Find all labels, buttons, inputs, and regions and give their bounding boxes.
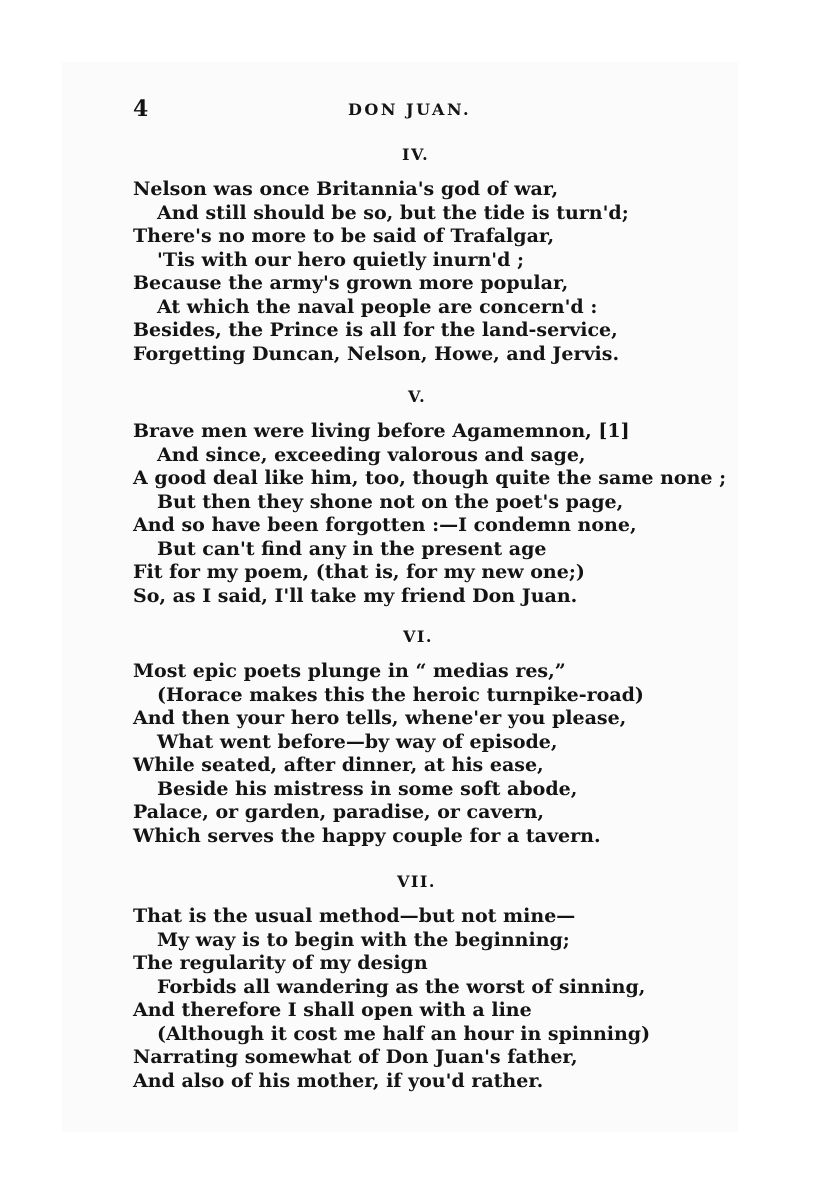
stanza-numeral: VI.	[403, 627, 433, 646]
verse-line: And still should be so, but the tide is turn'd;	[157, 201, 629, 224]
stanza-lines	[133, 420, 726, 608]
verse-line: 'Tis with our hero quietly inurn'd ;	[157, 248, 525, 271]
verse-line: While seated, after dinner, at his ease,	[133, 754, 544, 776]
stanza-numeral: IV.	[402, 145, 430, 164]
verse-line: But then they shone not on the poet's page,	[157, 490, 624, 513]
verse-line: And also of his mother, if you'd rather.	[133, 1069, 544, 1092]
verse-line: And then your hero tells, whene'er you please,	[133, 707, 627, 729]
verse-line: Forgetting Duncan, Nelson, Howe, and Jervis.	[133, 342, 620, 365]
verse-line: There's no more to be said of Trafalgar,	[133, 225, 555, 247]
verse-line: Beside his mistress in some soft abode,	[157, 777, 578, 800]
stanza-numeral: V.	[408, 387, 427, 406]
verse-line: Besides, the Prince is all for the land-service,	[133, 319, 618, 341]
verse-line: So, as I said, I'll take my friend Don Juan.	[133, 584, 578, 607]
verse-line: What went before—by way of episode,	[157, 730, 558, 753]
verse-line: Most epic poets plunge in “ medias res,”	[133, 660, 566, 682]
stanza-lines	[133, 178, 629, 366]
verse-line: At which the naval people are concern'd :	[157, 295, 598, 318]
verse-line: And since, exceeding valorous and sage,	[157, 443, 586, 466]
verse-line: Narrating somewhat of Don Juan's father,	[133, 1046, 578, 1068]
verse-line: Which serves the happy couple for a tavern.	[133, 824, 601, 847]
verse-line: And so have been forgotten :—I condemn none,	[133, 514, 637, 536]
page-header	[133, 96, 693, 122]
verse-line: And therefore I shall open with a line	[133, 999, 532, 1021]
stanza-lines	[133, 905, 650, 1093]
stanza-numeral: VII.	[397, 872, 436, 891]
verse-line: Because the army's grown more popular,	[133, 272, 569, 294]
verse-line: Fit for my poem, (that is, for my new one;)	[133, 561, 585, 583]
stanza-lines	[133, 660, 644, 848]
verse-line: Palace, or garden, paradise, or cavern,	[133, 801, 545, 823]
verse-line: Forbids all wandering as the worst of sinning,	[157, 975, 646, 998]
verse-line: A good deal like him, too, though quite the same none ;	[133, 467, 727, 489]
verse-line: That is the usual method—but not mine—	[133, 905, 576, 927]
verse-line: (Although it cost me half an hour in spinning)	[157, 1022, 651, 1045]
verse-line: But can't find any in the present age	[157, 537, 547, 560]
running-title: DON JUAN.	[348, 100, 472, 119]
verse-line: My way is to begin with the beginning;	[157, 928, 570, 951]
verse-line: Nelson was once Britannia's god of war,	[133, 178, 559, 200]
verse-line: (Horace makes this the heroic turnpike-road)	[157, 683, 644, 706]
verse-line: The regularity of my design	[133, 952, 428, 974]
verse-line: Brave men were living before Agamemnon, [1]	[133, 420, 630, 442]
page-number: 4	[133, 96, 149, 122]
